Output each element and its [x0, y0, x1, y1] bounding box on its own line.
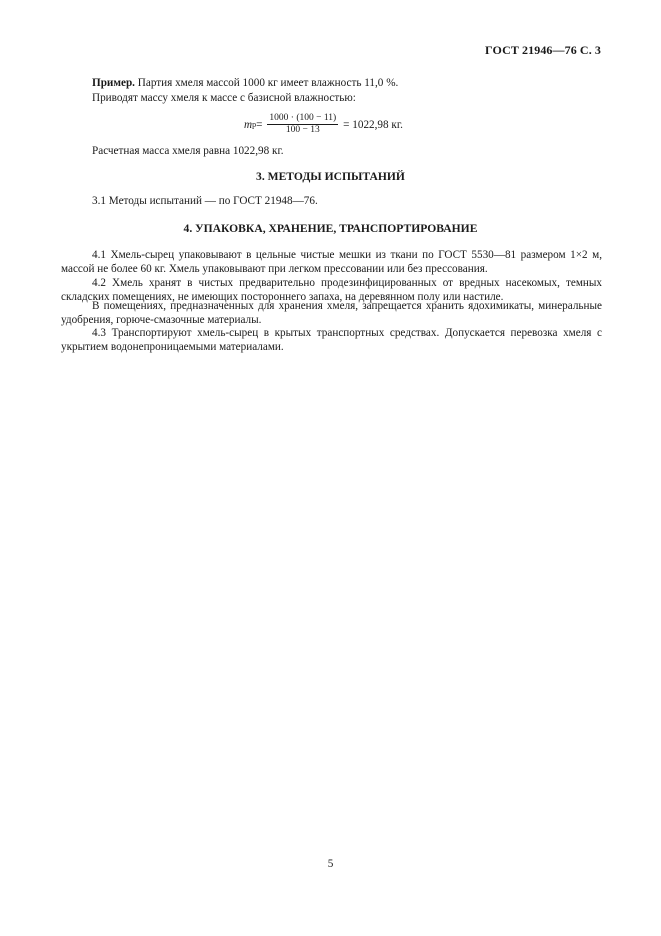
example-text: Партия хмеля массой 1000 кг имеет влажность 11,0 %.	[134, 77, 399, 89]
paragraph-4-3: 4.3 Транспортируют хмель-сырец в крытых транспортных средствах. Допускается перевозка хмеля с укрытием водонепроницаемыми материалами.	[61, 327, 602, 353]
formula-equals: =	[256, 118, 263, 131]
mass-formula	[244, 113, 403, 136]
section-4-heading: 4. УПАКОВКА, ХРАНЕНИЕ, ТРАНСПОРТИРОВАНИЕ	[183, 222, 478, 235]
formula-fraction	[267, 113, 338, 136]
page-header: ГОСТ 21946—76 С. 3	[485, 43, 601, 57]
paragraph-4-1: 4.1 Хмель-сырец упаковывают в цельные чистые мешки из ткани по ГОСТ 5530—81 размером 1×2 м, массой не более 60 кг. Хмель упаковывают при легком прессовании или без прессования.	[61, 249, 602, 275]
example-label: Пример.	[92, 77, 135, 89]
formula-subscript: р	[252, 119, 257, 129]
paragraph-4-2-continued: В помещениях, предназначенных для хранения хмеля, запрещается хранить ядохимикаты, минеральные удобрения, горюче-смазочные материалы.	[61, 300, 602, 326]
section-3-paragraph: 3.1 Методы испытаний — по ГОСТ 21948—76.	[92, 195, 318, 207]
paragraph-4-2: 4.2 Хмель хранят в чистых предварительно продезинфицированных от вредных насекомых, темных складских помещениях, не имеющих постороннего запаха, на деревянном полу или настиле.	[61, 277, 602, 303]
result-text: Расчетная масса хмеля равна 1022,98 кг.	[92, 145, 284, 157]
formula-numerator: 1000 · (100 − 11)	[269, 113, 337, 123]
example-line	[92, 76, 602, 90]
formula-variable: m	[244, 118, 253, 131]
example-line-2: Приводят массу хмеля к массе с базисной влажностью:	[92, 92, 356, 104]
page-number: 5	[327, 858, 334, 870]
formula-denominator: 100 − 13	[285, 125, 320, 135]
formula-result: = 1022,98 кг.	[343, 118, 403, 131]
section-3-heading: 3. МЕТОДЫ ИСПЫТАНИЙ	[256, 170, 405, 183]
